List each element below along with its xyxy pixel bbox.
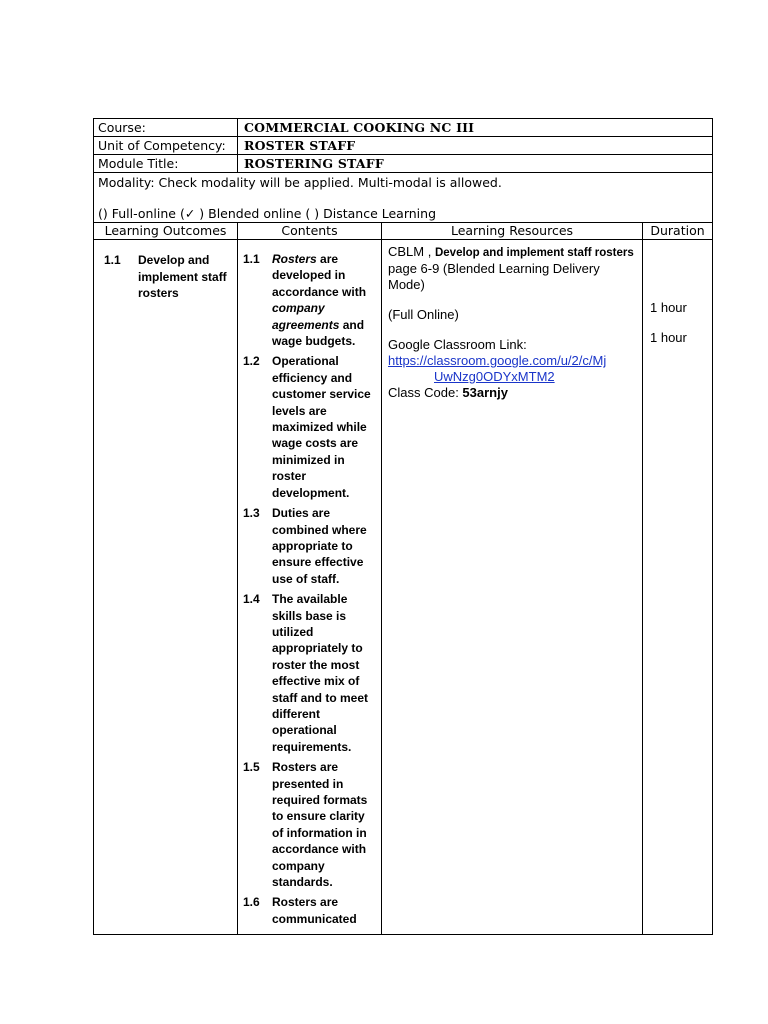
content-item: 1.1 Rosters are developed in accordance with company agreements and wage budgets. xyxy=(243,252,367,349)
learning-resources-cell xyxy=(382,240,643,935)
modality-text: Modality: Check modality will be applied. Multi-modal is allowed. xyxy=(98,175,502,190)
col-contents: Contents xyxy=(238,223,382,240)
col-learning-resources: Learning Resources xyxy=(382,223,643,240)
duration-classroom: 1 hour xyxy=(650,330,687,345)
column-header-row xyxy=(94,223,713,240)
unit-value: ROSTER STAFF xyxy=(238,137,713,155)
modality-options: () Full-online (✓ ) Blended online ( ) Distance Learning xyxy=(98,206,437,221)
content-item: 1.4 The available skills base is utilized appropriately to roster the most effective mix of staff and to meet different operational requirements. xyxy=(243,592,369,754)
col-duration: Duration xyxy=(643,223,713,240)
classroom-link[interactable]: https://classroom.google.com/u/2/c/Mj xyxy=(388,353,607,368)
learning-outcome: 1.1 Develop and implement staff rosters xyxy=(94,240,237,302)
col-learning-outcomes: Learning Outcomes xyxy=(94,223,238,240)
learning-outcome-text: Develop and implement staff rosters xyxy=(138,253,227,300)
module-row xyxy=(94,155,713,173)
module-value: ROSTERING STAFF xyxy=(238,155,713,173)
unit-row xyxy=(94,137,713,155)
lesson-plan-table xyxy=(93,118,713,935)
content-item: 1.6 Rosters are communicated xyxy=(243,895,357,926)
course-row xyxy=(94,119,713,137)
class-code-value: 53arnjy xyxy=(462,385,508,400)
course-value: COMMERCIAL COOKING NC III xyxy=(238,119,713,137)
content-item: 1.3 Duties are combined where appropriate to ensure effective use of staff. xyxy=(243,506,367,586)
content-item: 1.2 Operational efficiency and customer service levels are maximized while wage costs are minimized in roster development. xyxy=(243,354,371,500)
contents-cell xyxy=(238,240,382,935)
modality-row xyxy=(94,173,713,223)
class-code: Class Code: 53arnjy xyxy=(388,385,508,400)
content-item: 1.5 Rosters are presented in required formats to ensure clarity of information in accordance with company standards. xyxy=(243,760,368,890)
full-online-note: (Full Online) xyxy=(388,307,459,322)
module-label: Module Title: xyxy=(94,155,238,173)
unit-label: Unit of Competency: xyxy=(94,137,238,155)
body-row xyxy=(94,240,713,935)
duration-full-online: 1 hour xyxy=(650,300,687,315)
course-label: Course: xyxy=(94,119,238,137)
cblm-reference: CBLM , Develop and implement staff rosters page 6-9 (Blended Learning Delivery Mode) xyxy=(388,244,634,292)
duration-cell xyxy=(643,240,713,935)
learning-outcomes-cell xyxy=(94,240,238,935)
classroom-label: Google Classroom Link: xyxy=(388,337,527,352)
classroom-link-continued[interactable]: UwNzg0ODYxMTM2 xyxy=(434,369,555,384)
